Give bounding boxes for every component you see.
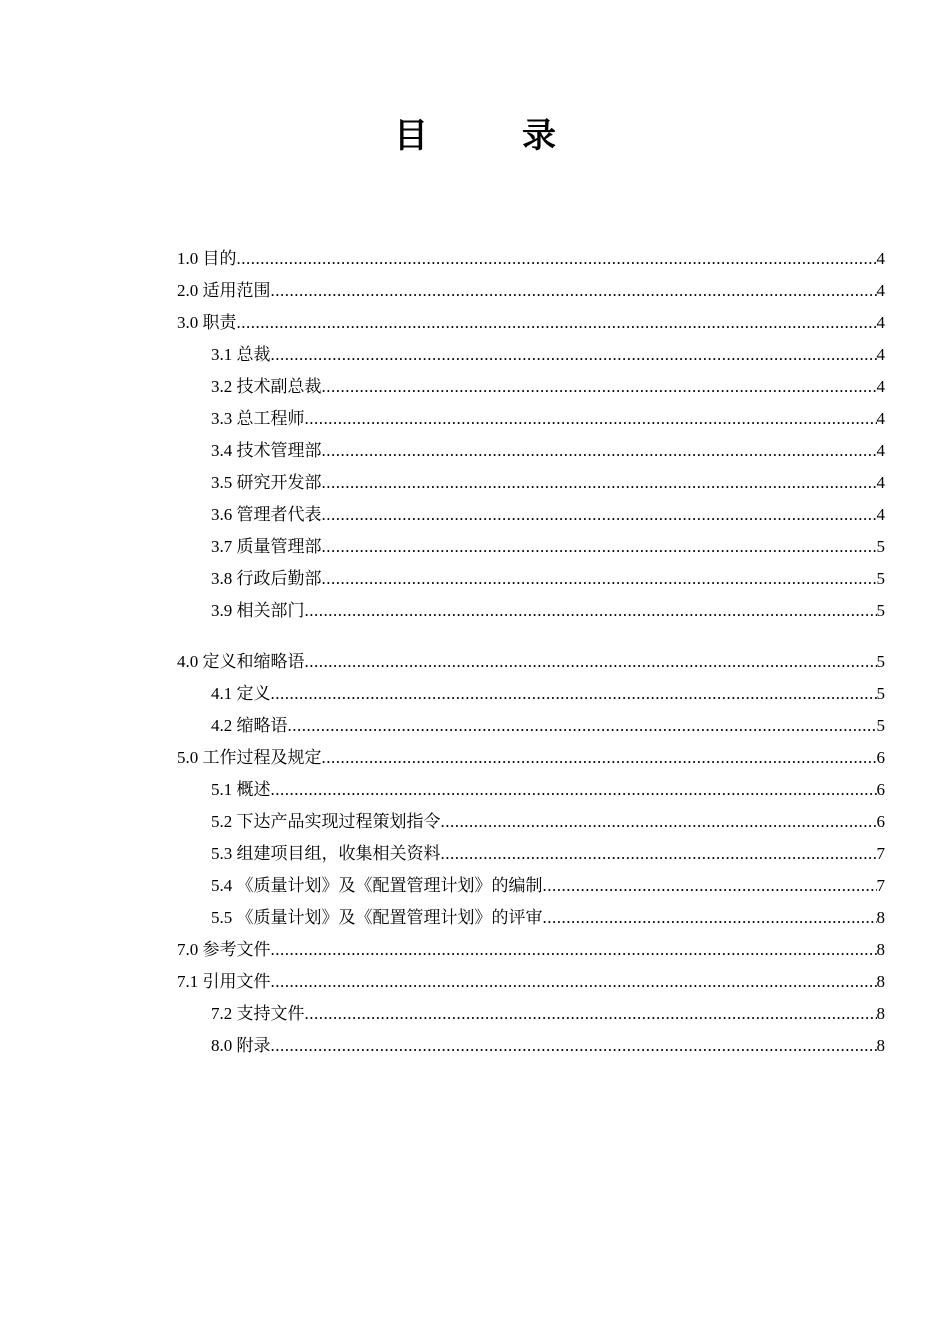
- toc-entry-text: 5.3 组建项目组，收集相关资料: [211, 844, 441, 863]
- toc-dot-leader: [271, 1030, 877, 1062]
- toc-page-number: 4: [876, 409, 885, 428]
- toc-page-number: 6: [876, 748, 885, 767]
- toc-dot-leader: [322, 435, 877, 467]
- toc-page-number: 4: [876, 281, 885, 300]
- toc-entry-text: 3.4 技术管理部: [211, 441, 322, 460]
- toc-entry-text: 5.1 概述: [211, 780, 271, 799]
- toc-entry[interactable]: [177, 678, 885, 710]
- toc-dot-leader: [237, 307, 877, 339]
- toc-page-number: 4: [876, 473, 885, 492]
- toc-entry[interactable]: [177, 243, 885, 275]
- toc-entry[interactable]: [177, 934, 885, 966]
- toc-dot-leader: [288, 710, 877, 742]
- toc-page-number: 8: [876, 1036, 885, 1055]
- toc-entry-text: 3.7 质量管理部: [211, 537, 322, 556]
- toc-entry[interactable]: [177, 774, 885, 806]
- toc-entry-text: 3.9 相关部门: [211, 601, 305, 620]
- toc-dot-leader: [305, 646, 877, 678]
- toc-entry[interactable]: [177, 403, 885, 435]
- toc-entry-text: 4.0 定义和缩略语: [177, 652, 305, 671]
- toc-page-number: 6: [876, 812, 885, 831]
- toc-entry-text: 5.0 工作过程及规定: [177, 748, 322, 767]
- toc-dot-leader: [305, 403, 877, 435]
- toc-entry-text: 3.0 职责: [177, 313, 237, 332]
- toc-dot-leader: [271, 275, 877, 307]
- toc-dot-leader: [322, 371, 877, 403]
- page-title: 目 录: [394, 118, 586, 155]
- toc-entry-text: 5.5 《质量计划》及《配置管理计划》的评审: [211, 908, 543, 927]
- toc-entry[interactable]: [177, 966, 885, 998]
- toc-entry-text: 3.6 管理者代表: [211, 505, 322, 524]
- toc-entry[interactable]: [177, 710, 885, 742]
- toc-page-number: 4: [876, 505, 885, 524]
- toc-page-number: 7: [876, 844, 885, 863]
- toc-entry[interactable]: [177, 838, 885, 870]
- toc-dot-leader: [271, 339, 877, 371]
- toc-entry[interactable]: [177, 307, 885, 339]
- toc-page-number: 5: [876, 652, 885, 671]
- toc-entry[interactable]: [177, 595, 885, 627]
- toc-dot-leader: [441, 806, 877, 838]
- toc-dot-leader: [305, 595, 877, 627]
- toc-dot-leader: [441, 838, 877, 870]
- toc-entry-text: 5.2 下达产品实现过程策划指令: [211, 812, 441, 831]
- toc-entry-text: 4.1 定义: [211, 684, 271, 703]
- toc-entry-text: 3.5 研究开发部: [211, 473, 322, 492]
- toc-page-number: 4: [876, 345, 885, 364]
- toc-dot-leader: [305, 998, 877, 1030]
- toc-entry[interactable]: [177, 371, 885, 403]
- toc-dot-leader: [322, 742, 877, 774]
- toc-dot-leader: [322, 563, 877, 595]
- toc-entry-text: 3.3 总工程师: [211, 409, 305, 428]
- toc-page-number: 8: [876, 908, 885, 927]
- toc-page-number: 6: [876, 780, 885, 799]
- toc-dot-leader: [322, 531, 877, 563]
- toc-entry[interactable]: [177, 870, 885, 902]
- toc-entry-text: 8.0 附录: [211, 1036, 271, 1055]
- toc-page-number: 8: [876, 972, 885, 991]
- toc-entry-text: 7.2 支持文件: [211, 1004, 305, 1023]
- toc-dot-leader: [543, 870, 877, 902]
- toc-page-number: 5: [876, 716, 885, 735]
- toc-entry-text: 5.4 《质量计划》及《配置管理计划》的编制: [211, 876, 543, 895]
- toc-entry[interactable]: [177, 1030, 885, 1062]
- toc-page-number: 4: [876, 313, 885, 332]
- toc-page-number: 7: [876, 876, 885, 895]
- toc-entry[interactable]: [177, 998, 885, 1030]
- toc-entry-text: 3.1 总裁: [211, 345, 271, 364]
- toc-dot-leader: [322, 499, 877, 531]
- toc-page-number: 8: [876, 940, 885, 959]
- toc-dot-leader: [271, 678, 877, 710]
- toc-entry[interactable]: [177, 806, 885, 838]
- toc-dot-leader: [271, 966, 877, 998]
- toc-entry[interactable]: [177, 563, 885, 595]
- toc-page-number: 4: [876, 377, 885, 396]
- toc-entry[interactable]: [177, 742, 885, 774]
- toc-entry[interactable]: [177, 435, 885, 467]
- toc-entry[interactable]: [177, 902, 885, 934]
- table-of-contents: [177, 243, 885, 1062]
- toc-entry[interactable]: [177, 531, 885, 563]
- toc-page-number: 4: [876, 441, 885, 460]
- toc-page-number: 5: [876, 684, 885, 703]
- toc-entry-text: 3.2 技术副总裁: [211, 377, 322, 396]
- toc-page-number: 5: [876, 537, 885, 556]
- toc-entry[interactable]: [177, 275, 885, 307]
- toc-dot-leader: [543, 902, 877, 934]
- toc-entry-text: 2.0 适用范围: [177, 281, 271, 300]
- toc-entry-text: 3.8 行政后勤部: [211, 569, 322, 588]
- toc-page-number: 5: [876, 569, 885, 588]
- toc-entry-text: 1.0 目的: [177, 249, 237, 268]
- toc-entry-text: 4.2 缩略语: [211, 716, 288, 735]
- toc-page-number: 5: [876, 601, 885, 620]
- toc-page-number: 4: [876, 249, 885, 268]
- toc-dot-leader: [237, 243, 877, 275]
- toc-entry-text: 7.1 引用文件: [177, 972, 271, 991]
- toc-entry[interactable]: [177, 339, 885, 371]
- toc-entry-text: 7.0 参考文件: [177, 940, 271, 959]
- toc-dot-leader: [271, 774, 877, 806]
- toc-entry[interactable]: [177, 499, 885, 531]
- toc-entry[interactable]: [177, 646, 885, 678]
- toc-entry[interactable]: [177, 467, 885, 499]
- toc-dot-leader: [271, 934, 877, 966]
- toc-page-number: 8: [876, 1004, 885, 1023]
- toc-dot-leader: [322, 467, 877, 499]
